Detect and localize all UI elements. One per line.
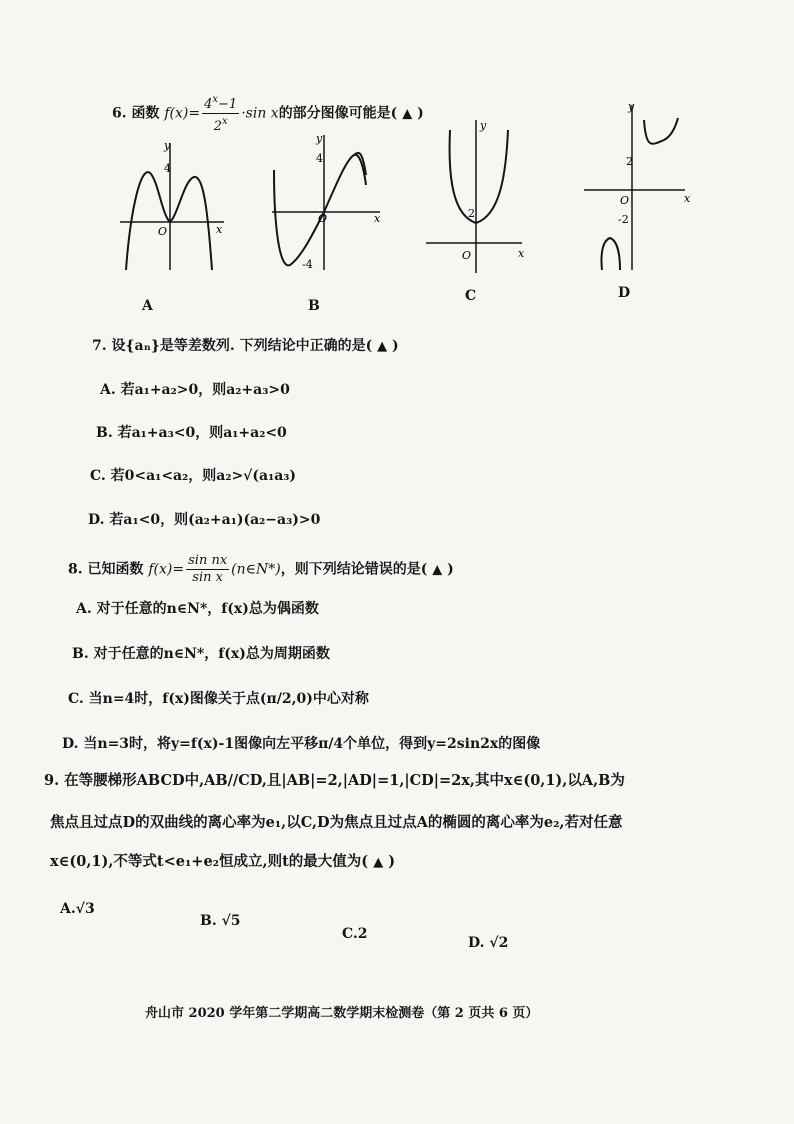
page-footer: 舟山市 2020 学年第二学期高二数学期末检测卷（第 2 页共 6 页）: [145, 1006, 539, 1021]
q8-number: 8.: [68, 561, 83, 578]
q8-close: ): [447, 561, 454, 578]
graph-a-x-label: x: [216, 223, 223, 236]
q8-fraction: $\frac{\text{sin nx}}{\text{sin x}}$: [188, 553, 228, 585]
q9-line-2: 焦点且过点D的双曲线的离心率为e₁,以C,D为焦点且过点A的椭圆的离心率为e₂,若对任意: [50, 814, 623, 831]
q9-line-1: 9. 在等腰梯形ABCD中,AB//CD,且|AB|=2,|AD|=1,|CD|=2x,其中x∈(0,1),以A,B为: [44, 772, 625, 789]
q6-function: f(x)=: [164, 105, 201, 122]
graph-b-label: B: [308, 298, 320, 314]
q7-option-d: D. 若a₁<0，则(a₂+a₁)(a₂−a₃)>0: [88, 512, 321, 528]
q6-suffix: 的部分图像可能是(: [278, 105, 398, 122]
q8-option-b: B. 对于任意的n∈N*，f(x)总为周期函数: [72, 646, 330, 662]
q6-number: 6.: [112, 105, 127, 122]
q9-line-3: [50, 853, 395, 872]
graph-a: [112, 135, 232, 275]
graph-a-y-label: y: [164, 139, 171, 152]
graph-b-x-label: x: [374, 212, 381, 225]
graph-d: [580, 100, 695, 275]
q6-fraction: $\frac{4^x-1}{2^x}$: [204, 94, 238, 134]
q8-option-d: D. 当n=3时，将y=f(x)-1图像向左平移π/4个单位，得到y=2sin2x的图像: [62, 736, 541, 752]
graph-a-tick-4: 4: [164, 162, 171, 175]
graph-d-tick-2: 2: [626, 155, 633, 168]
q7-option-c: C. 若0<a₁<a₂，则a₂>√(a₁a₃): [90, 468, 297, 484]
q8-option-c: C. 当n=4时，f(x)图像关于点(π/2,0)中心对称: [68, 691, 369, 707]
answer-marker-icon: ▲: [377, 339, 388, 354]
graph-b-tick-4: 4: [316, 152, 323, 165]
q9-option-d: D. √2: [468, 935, 509, 951]
q6-close: ): [417, 105, 424, 122]
q6-prefix: 函数: [131, 105, 160, 122]
graph-d-label: D: [618, 285, 631, 301]
graph-c-label: C: [465, 288, 477, 304]
graph-d-tick-neg2: -2: [618, 213, 629, 226]
graph-d-y-label: y: [628, 100, 635, 113]
q9-option-b: B. √5: [200, 913, 241, 929]
q9-line-3-text: x∈(0,1),不等式t<e₁+e₂恒成立,则t的最大值为(: [50, 853, 369, 870]
q7-option-a: A. 若a₁+a₂>0，则a₂+a₃>0: [100, 382, 290, 398]
q9-close: ): [388, 853, 396, 870]
graph-b-y-label: y: [316, 132, 323, 145]
q8-stem: 8. 已知函数 f(x)= $\frac{\text{sin nx}}{\text{sin x}}$ (n∈N*)，则下列结论错误的是( ▲ ): [68, 553, 454, 585]
graph-c-y-label: y: [480, 119, 487, 132]
graph-d-origin: O: [620, 194, 630, 207]
q8-prefix: 已知函数: [87, 561, 144, 578]
q8-function: f(x)=: [148, 561, 185, 578]
answer-marker-icon: ▲: [373, 855, 384, 870]
graph-a-origin: O: [158, 225, 168, 238]
graph-d-x-label: x: [684, 192, 691, 205]
graph-a-label: A: [142, 298, 153, 314]
answer-marker-icon: ▲: [432, 562, 443, 578]
q9-option-c: C.2: [342, 926, 368, 942]
q8-option-a: A. 对于任意的n∈N*，f(x)总为偶函数: [76, 601, 319, 617]
q8-suffix: ，则下列结论错误的是(: [280, 561, 428, 578]
q7-option-b: B. 若a₁+a₃<0，则a₁+a₂<0: [96, 425, 287, 441]
graph-c-origin: O: [462, 249, 472, 262]
graph-b-tick-neg4: -4: [302, 258, 313, 271]
graph-b: [268, 130, 388, 275]
answer-marker-icon: ▲: [402, 106, 413, 122]
graph-b-origin: O: [318, 212, 328, 225]
q7-stem-text: 7. 设{aₙ}是等差数列. 下列结论中正确的是(: [92, 338, 373, 354]
graph-c: [422, 115, 534, 275]
graph-c-tick-2: 2: [468, 207, 475, 220]
q9-option-a: A.√3: [60, 901, 95, 917]
graph-c-x-label: x: [518, 247, 525, 260]
q7-stem: [92, 337, 399, 356]
q7-close: ): [391, 338, 399, 354]
q6-stem: 6. 函数 f(x)= $\frac{4^x-1}{2^x}$ ·sin x的部分图像可能是( ▲ ): [112, 94, 424, 134]
